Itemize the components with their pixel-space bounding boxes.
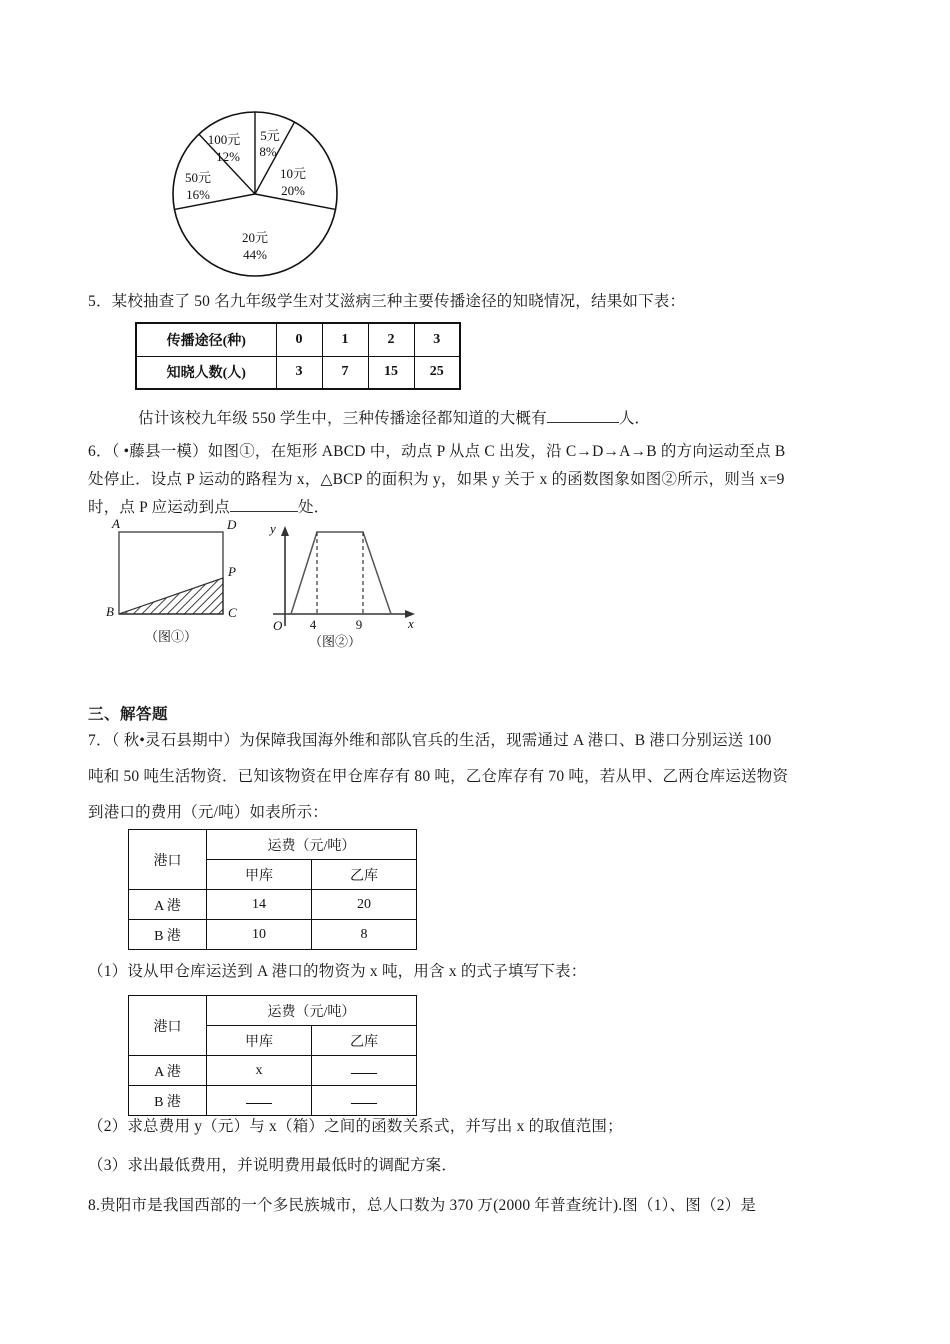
question-6-line2: 处停止．设点 P 运动的路程为 x，△BCP 的面积为 y，如果 y 关于 x 的函数图象如图②所示，则当 x=9 <box>88 471 785 488</box>
section-heading-3: 三、解答题 <box>88 706 169 723</box>
fill-blank-dash <box>351 1095 377 1104</box>
question-5-followup <box>138 405 938 432</box>
question-5-text: 5．某校抽查了 50 名九年级学生对艾滋病三种主要传播途径的知晓情况，结果如下表： <box>88 293 686 310</box>
figure-1-rectangle-abcd <box>106 516 237 644</box>
t7b-row1-port: A 港 <box>129 1056 207 1086</box>
question-7-fill-in-table <box>128 995 417 1116</box>
axis-label-x: x <box>408 616 414 631</box>
q5-followup-text: 估计该校九年级 550 学生中，三种传播途径都知道的大概有 <box>138 410 547 427</box>
question-7-line1: 7．（ 秋•灵石县期中）为保障我国海外维和部队官兵的生活，现需通过 A 港口、B 港口分别运送 100 <box>88 732 772 749</box>
t7b-subheader-yi: 乙库 <box>312 1026 417 1056</box>
figures-svg <box>95 516 425 648</box>
q6-line3-text: 时，点 P 应运动到点 <box>88 499 230 516</box>
pie-slice-label-100yuan-name: 100元 <box>207 132 241 147</box>
pie-slice-label-50yuan-pct: 16% <box>186 187 210 202</box>
vertex-label-d: D <box>227 517 237 532</box>
vertex-label-a: A <box>112 516 120 531</box>
question-6-line1: 6．（ •藤县一模）如图①，在矩形 ABCD 中，动点 P 从点 C 出发，沿 C→D→A→B 的方向运动至点 B <box>88 443 786 460</box>
question-5-table <box>135 322 461 390</box>
t7b-row2-jia[interactable] <box>207 1086 312 1116</box>
axis-label-y: y <box>270 521 276 536</box>
t7a-header-port: 港口 <box>129 830 207 890</box>
table-row <box>129 996 417 1026</box>
q5-row1-c4: 3 <box>414 323 460 356</box>
t7b-row1-yi[interactable] <box>312 1056 417 1086</box>
t7a-row1-jia: 14 <box>207 890 312 920</box>
origin-label: O <box>273 618 283 633</box>
question-8-text: 8.贵阳市是我国西部的一个多民族城市，总人口数为 370 万(2000 年普查统计).图（1）、图（2）是 <box>88 1197 757 1214</box>
pie-slice-label-100yuan-pct: 12% <box>216 149 240 164</box>
pie-slice-label-5yuan-pct: 8% <box>259 144 277 159</box>
donation-pie-chart-figure <box>160 98 350 278</box>
hatched-triangle-bcp <box>119 578 223 614</box>
pie-slice-label-50yuan-name: 50元 <box>184 170 212 185</box>
table-row <box>129 1056 417 1086</box>
t7a-row2-yi: 8 <box>312 920 417 950</box>
function-curve-trapezoid <box>291 532 391 614</box>
q5-row2-c3: 15 <box>368 356 414 389</box>
t7b-row1-jia[interactable]: x <box>207 1056 312 1086</box>
x-tick-label-4: 4 <box>309 617 317 632</box>
t7a-row2-jia: 10 <box>207 920 312 950</box>
pie-slice-label-20yuan-name: 20元 <box>241 230 269 245</box>
table-row <box>129 890 417 920</box>
t7b-subheader-jia: 甲库 <box>207 1026 312 1056</box>
table-row <box>136 356 460 389</box>
q5-row1-c1: 0 <box>276 323 322 356</box>
vertex-label-c: C <box>228 605 237 620</box>
pie-slice-label-10yuan-name: 10元 <box>279 166 307 181</box>
t7a-header-freight: 运费（元/吨） <box>207 830 417 860</box>
y-axis-arrow <box>281 526 289 536</box>
fill-blank-dash <box>351 1065 377 1074</box>
t7b-row2-port: B 港 <box>129 1086 207 1116</box>
q6-answer-blank[interactable] <box>230 497 298 513</box>
figure-2-caption: （图②） <box>308 634 362 648</box>
table-row <box>136 323 460 356</box>
q5-row1-c2: 1 <box>322 323 368 356</box>
q5-row2-header: 知晓人数(人) <box>136 356 276 389</box>
fill-blank-dash <box>246 1095 272 1104</box>
table-row <box>129 920 417 950</box>
q5-row2-c2: 7 <box>322 356 368 389</box>
q6-line3-end: 处． <box>298 499 330 516</box>
figure-2-function-graph <box>268 521 415 648</box>
t7a-row1-port: A 港 <box>129 890 207 920</box>
t7b-header-freight: 运费（元/吨） <box>207 996 417 1026</box>
t7b-header-port: 港口 <box>129 996 207 1056</box>
question-7-sub3: （3）求出最低费用，并说明费用最低时的调配方案． <box>88 1157 458 1174</box>
question-7-sub1: （1）设从甲仓库运送到 A 港口的物资为 x 吨，用含 x 的式子填写下表： <box>88 963 587 980</box>
t7a-subheader-jia: 甲库 <box>207 860 312 890</box>
q5-row2-c1: 3 <box>276 356 322 389</box>
pie-chart-svg <box>160 98 350 278</box>
q5-row1-header: 传播途径(种) <box>136 323 276 356</box>
pie-slice-label-20yuan-pct: 44% <box>243 247 267 262</box>
question-6-figures <box>95 516 425 648</box>
vertex-label-b: B <box>106 604 114 619</box>
figure-1-caption: （图①） <box>144 629 198 644</box>
t7a-row2-port: B 港 <box>129 920 207 950</box>
question-7-line3: 到港口的费用（元/吨）如表所示： <box>88 804 329 821</box>
q5-answer-blank[interactable] <box>547 408 619 424</box>
question-7-line2: 吨和 50 吨生活物资．已知该物资在甲仓库存有 80 吨，乙仓库存有 70 吨，若从甲、乙两仓库运送物资 <box>88 768 789 785</box>
question-7-freight-table <box>128 829 417 950</box>
pie-slice-label-10yuan-pct: 20% <box>281 183 305 198</box>
t7a-row1-yi: 20 <box>312 890 417 920</box>
table-row <box>129 1086 417 1116</box>
t7a-subheader-yi: 乙库 <box>312 860 417 890</box>
q5-followup-unit: 人． <box>618 410 651 427</box>
question-7-sub2: （2）求总费用 y（元）与 x（箱）之间的函数关系式，并写出 x 的取值范围； <box>88 1118 623 1135</box>
t7b-row2-yi[interactable] <box>312 1086 417 1116</box>
vertex-label-p: P <box>228 564 236 579</box>
pie-slice-label-5yuan-name: 5元 <box>260 128 280 143</box>
q5-row1-c3: 2 <box>368 323 414 356</box>
q5-row2-c4: 25 <box>414 356 460 389</box>
x-tick-label-9: 9 <box>355 617 363 632</box>
table-row <box>129 830 417 860</box>
